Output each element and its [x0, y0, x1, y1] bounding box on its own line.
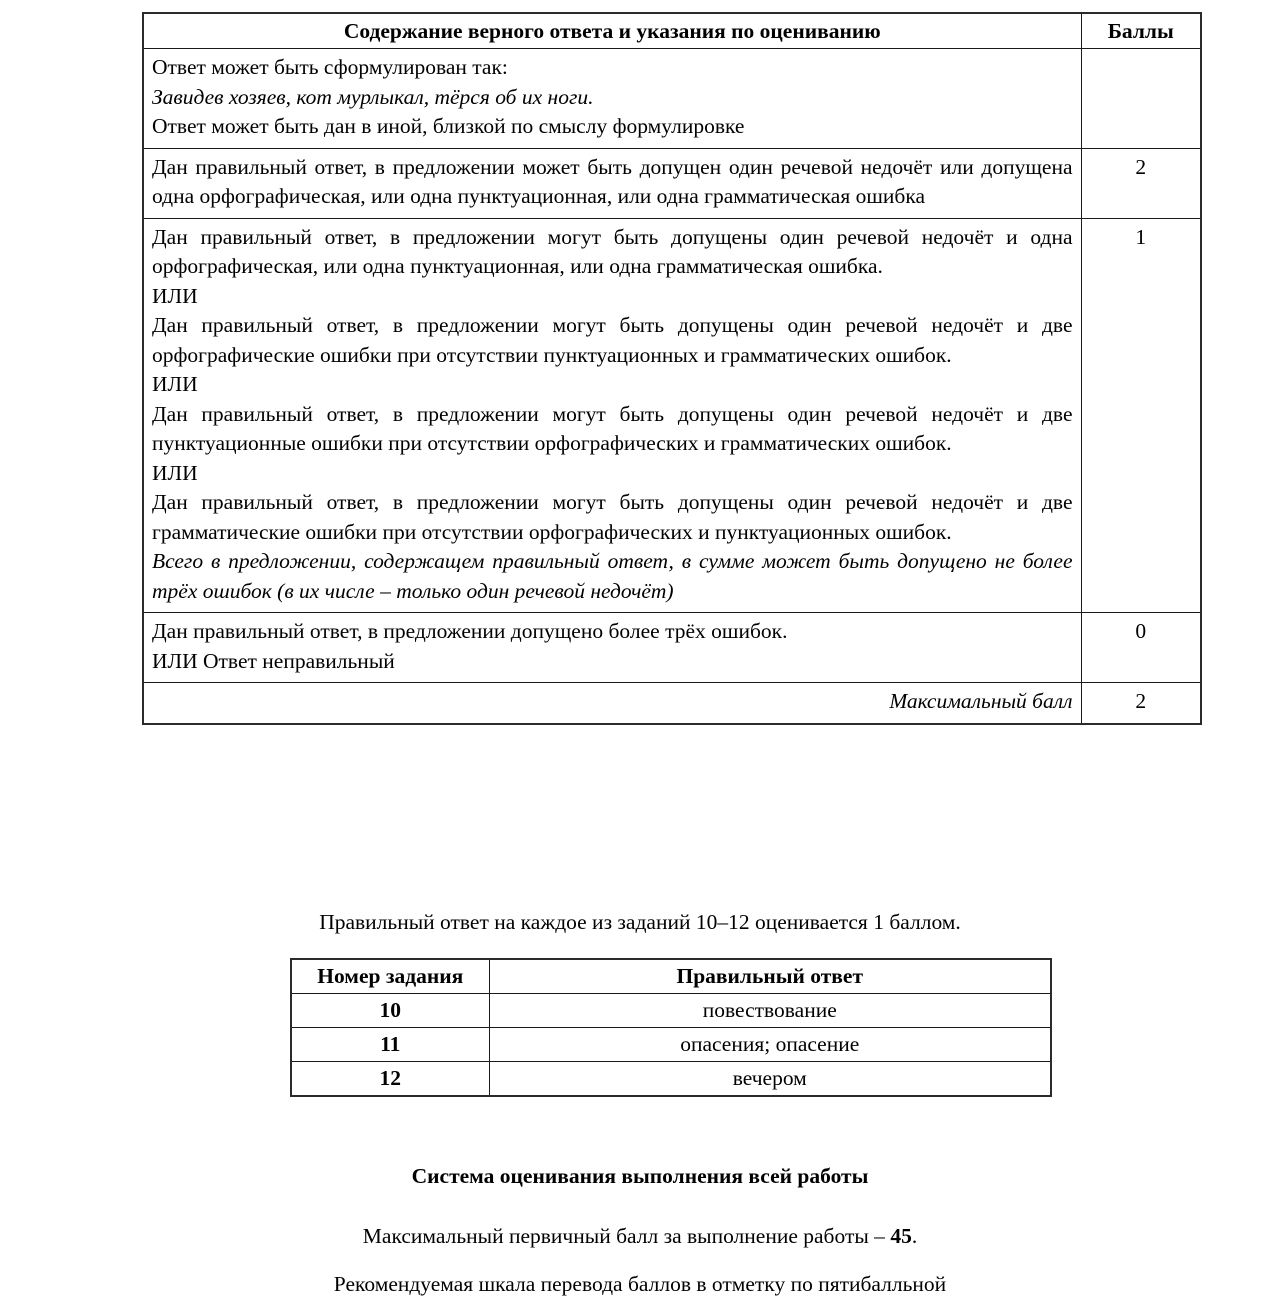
criteria-row	[143, 218, 1201, 613]
criteria-content-cell	[143, 49, 1081, 149]
criteria-line: Дан правильный ответ, в предложении допущено более трёх ошибок.	[152, 619, 788, 643]
max-score-suffix: .	[911, 1224, 918, 1248]
answers-row	[291, 994, 1051, 1028]
clipped-next-line: Рекомендуемая шкала перевода баллов в отметку по пятибалльной	[333, 1272, 947, 1296]
criteria-header-score: Баллы	[1081, 13, 1201, 49]
criteria-line: ИЛИ	[152, 460, 198, 485]
criteria-line: Дан правильный ответ, в предложении могут быть допущены один речевой недочёт и две грамматические ошибки при отсутствии орфографических и пунктуационных ошибок.	[152, 490, 1073, 544]
criteria-content-cell	[143, 218, 1081, 613]
answers-correct-answer: повествование	[489, 994, 1051, 1028]
grading-note: Правильный ответ на каждое из заданий 10–12 оценивается 1 баллом.	[319, 910, 961, 934]
criteria-content-cell	[143, 683, 1081, 724]
answers-task-number: 10	[291, 994, 489, 1028]
max-score-prefix: Максимальный первичный балл за выполнение работы –	[362, 1224, 891, 1248]
criteria-line: Всего в предложении, содержащем правильный ответ, в сумме может быть допущено не более трёх ошибок (в их числе – только один речевой недочёт)	[152, 549, 1073, 603]
criteria-line: Максимальный балл	[889, 689, 1073, 713]
answers-header-number: Номер задания	[291, 959, 489, 994]
criteria-score-cell	[1081, 49, 1201, 149]
criteria-row	[143, 49, 1201, 149]
answers-task-number: 11	[291, 1028, 489, 1062]
criteria-line: Дан правильный ответ, в предложении могут быть допущены один речевой недочёт и две орфографические ошибки при отсутствии пунктуационных и грамматических ошибок.	[152, 313, 1073, 367]
section-title: Система оценивания выполнения всей работы	[411, 1164, 869, 1188]
max-score-value: 45	[890, 1224, 912, 1248]
criteria-line: ИЛИ	[152, 372, 198, 396]
criteria-table-header-row	[143, 13, 1201, 49]
answers-correct-answer: опасения; опасение	[489, 1028, 1051, 1062]
criteria-score-cell: 0	[1081, 613, 1201, 683]
answers-task-number: 12	[291, 1062, 489, 1097]
answers-row	[291, 1062, 1051, 1097]
criteria-score-cell: 2	[1081, 148, 1201, 218]
criteria-line: Дан правильный ответ, в предложении могут быть допущены один речевой недочёт и две пунктуационные ошибки при отсутствии орфографических и грамматических ошибок.	[152, 401, 1073, 455]
criteria-row	[143, 148, 1201, 218]
criteria-line: Ответ может быть дан в иной, близкой по смыслу формулировке	[152, 114, 745, 138]
criteria-score-cell: 1	[1081, 218, 1201, 613]
criteria-line: Ответ может быть сформулирован так:	[152, 55, 508, 79]
answers-correct-answer: вечером	[489, 1062, 1051, 1097]
max-primary-score-line	[0, 1222, 1280, 1250]
criteria-table	[142, 12, 1202, 725]
answers-table	[290, 958, 1052, 1097]
criteria-row	[143, 683, 1201, 724]
answers-row	[291, 1028, 1051, 1062]
answers-header-answer: Правильный ответ	[489, 959, 1051, 994]
criteria-row	[143, 613, 1201, 683]
criteria-score-cell: 2	[1081, 683, 1201, 724]
criteria-line: ИЛИ Ответ неправильный	[152, 648, 395, 673]
answers-table-header-row	[291, 959, 1051, 994]
criteria-line: Завидев хозяев, кот мурлыкал, тёрся об их ноги.	[152, 84, 594, 109]
criteria-content-cell	[143, 613, 1081, 683]
criteria-line: Дан правильный ответ, в предложении может быть допущен один речевой недочёт или допущена одна орфографическая, или одна пунктуационная, или одна грамматическая ошибка	[152, 154, 1073, 208]
criteria-line: ИЛИ	[152, 283, 198, 308]
criteria-header-content: Содержание верного ответа и указания по оцениванию	[143, 13, 1081, 49]
criteria-content-cell	[143, 148, 1081, 218]
criteria-line: Дан правильный ответ, в предложении могут быть допущены один речевой недочёт и одна орфографическая, или одна пунктуационная, или одна грамматическая ошибка.	[152, 224, 1073, 278]
